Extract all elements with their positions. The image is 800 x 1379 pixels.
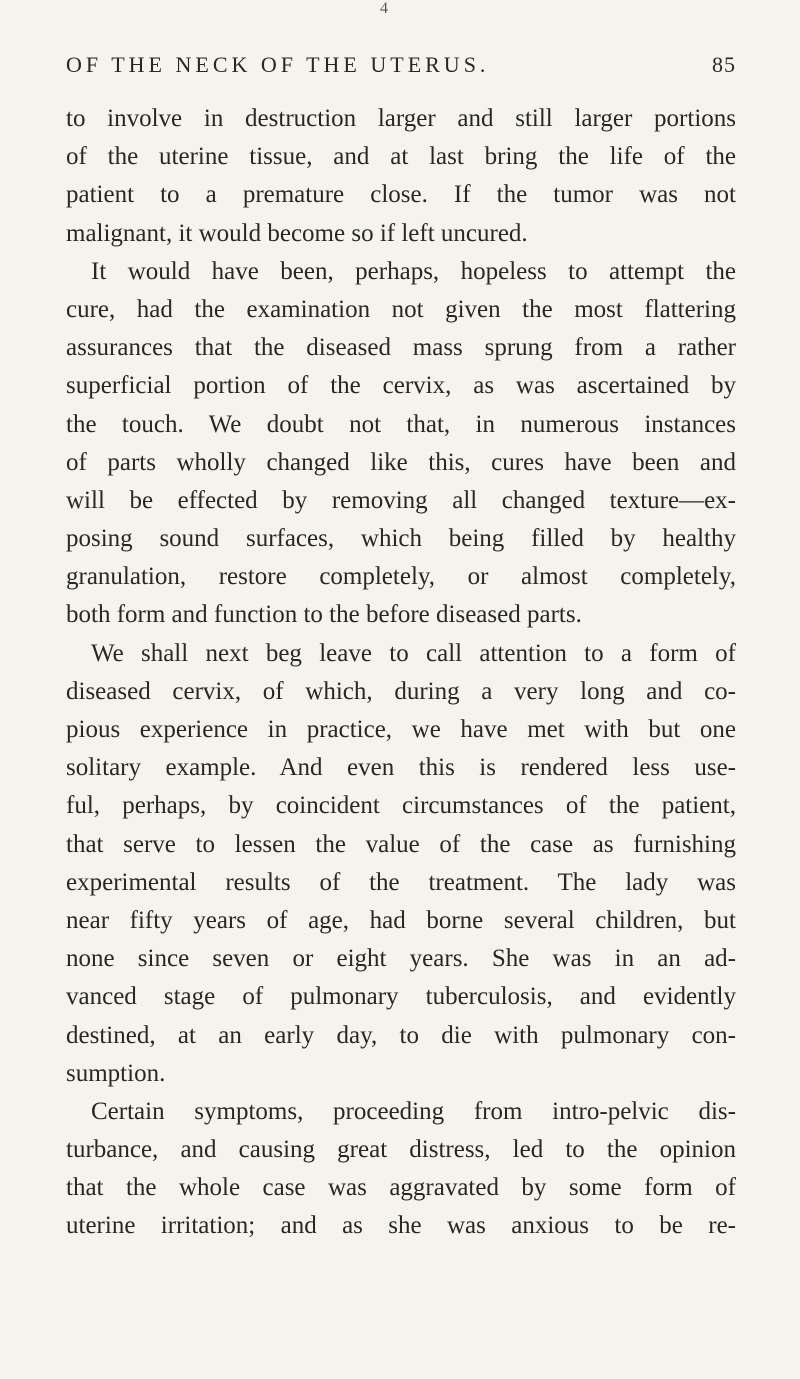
text-line: experimental results of the treatment. The lady was [66, 868, 736, 896]
text-line: ful, perhaps, by coincident circumstances of the patient, [66, 792, 736, 820]
text-line: that the whole case was aggravated by some form of [66, 1174, 736, 1202]
text-line: sumption. [66, 1059, 166, 1087]
text-line: diseased cervix, of which, during a very long and co- [66, 677, 736, 705]
text-line: pious experience in practice, we have met with but one [66, 716, 736, 743]
text-line: none since seven or eight years. She was in an ad- [66, 945, 736, 973]
text-line: malignant, it would become so if left uncured. [66, 219, 528, 247]
text-line: cure, had the examination not given the most flattering [66, 295, 736, 323]
text-line: superficial portion of the cervix, as was ascertained by [66, 372, 736, 400]
body-text [66, 100, 736, 1246]
text-line: uterine irritation; and as she was anxious to be re- [66, 1212, 736, 1240]
text-line: the touch. We doubt not that, in numerous instances [66, 410, 736, 438]
text-line: assurances that the diseased mass sprung from a rather [66, 334, 736, 362]
text-line: destined, at an early day, to die with pulmonary con- [66, 1021, 736, 1049]
text-line: that serve to lessen the value of the case as furnishing [66, 830, 736, 858]
printer-mark: 4 [380, 0, 388, 17]
text-line: vanced stage of pulmonary tuberculosis, and evidently [66, 983, 736, 1011]
text-line: both form and function to the before diseased parts. [66, 601, 582, 629]
page-number: 85 [712, 52, 736, 77]
text-line: will be effected by removing all changed texture—ex- [66, 486, 736, 514]
text-line: to involve in destruction larger and still larger portions [66, 105, 736, 132]
text-line: Certain symptoms, proceeding from intro-pelvic dis- [91, 1097, 736, 1125]
text-line: near fifty years of age, had borne several children, but [66, 906, 736, 934]
text-line: It would have been, perhaps, hopeless to attempt the [91, 257, 736, 285]
text-line: posing sound surfaces, which being filled by healthy [66, 525, 736, 553]
text-line: of parts wholly changed like this, cures have been and [66, 448, 736, 476]
text-line: granulation, restore completely, or almost completely, [66, 563, 736, 591]
text-line: We shall next beg leave to call attention to a form of [91, 639, 736, 667]
text-line: turbance, and causing great distress, led to the opinion [66, 1136, 736, 1164]
text-line: solitary example. And even this is rendered less use- [66, 754, 736, 782]
text-line: of the uterine tissue, and at last bring the life of the [66, 143, 736, 171]
running-title: OF THE NECK OF THE UTERUS. [66, 52, 490, 77]
text-line: patient to a premature close. If the tumor was not [66, 181, 736, 209]
